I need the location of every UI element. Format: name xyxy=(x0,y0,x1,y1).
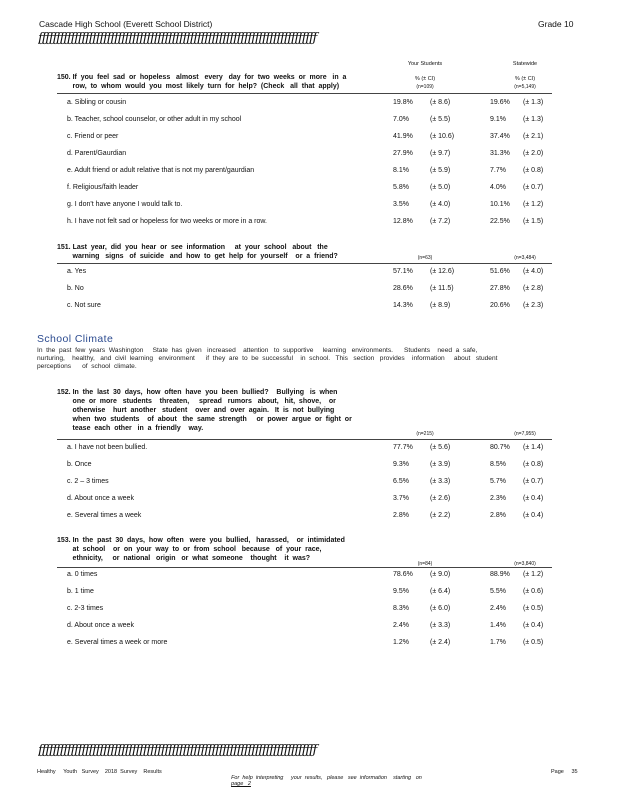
school-percent: 19.8% xyxy=(393,99,413,106)
school-ci: (± 8.6) xyxy=(430,99,451,106)
state-percent: 4.0% xyxy=(490,184,506,191)
answer-row xyxy=(0,111,618,128)
school-ci: (± 7.2) xyxy=(430,218,451,225)
school-ci: (± 5.6) xyxy=(430,444,451,451)
question-151-text: 151. Last year, did you hear or see information at your school about the warning signs of suicide and how to get help for yourself or a friend? xyxy=(57,244,338,260)
answer-row xyxy=(0,297,618,314)
school-percent: 9.5% xyxy=(393,588,409,595)
school-percent: 3.7% xyxy=(393,495,409,502)
answer-label: a. I have not been bullied. xyxy=(67,444,148,451)
state-percent: 27.8% xyxy=(490,285,510,292)
pct-ci-label: % (± CI) xyxy=(414,76,436,82)
footer-page-number: Page 35 xyxy=(551,769,578,775)
section-intro: In the past few years Washington State has given increased attention to supportive learning environments. Students need a safe, nurturing, healthy, and civil learning environment if they are to be successful in school. This section provides information about student perceptions of school climate. xyxy=(37,347,498,370)
school-ci: (± 3.3) xyxy=(430,622,451,629)
answer-label: a. Yes xyxy=(67,268,87,275)
answer-row xyxy=(0,634,618,651)
state-ci: (± 2.3) xyxy=(523,302,544,309)
state-percent: 19.6% xyxy=(490,99,510,106)
school-ci: (± 8.9) xyxy=(430,302,451,309)
state-ci: (± 0.5) xyxy=(523,605,544,612)
state-ci: (± 1.3) xyxy=(523,99,544,106)
answer-label: c. Friend or peer xyxy=(67,133,119,140)
school-ci: (± 9.0) xyxy=(430,571,451,578)
answer-label: e. Adult friend or adult relative that is not my parent/gaurdian xyxy=(67,167,255,174)
column-header-your-students: Your Students xyxy=(407,61,443,67)
school-ci: (± 5.0) xyxy=(430,184,451,191)
answer-row xyxy=(0,128,618,145)
school-ci: (± 2.2) xyxy=(430,512,451,519)
state-percent: 1.7% xyxy=(490,639,506,646)
state-percent: 8.5% xyxy=(490,461,506,468)
school-percent: 3.5% xyxy=(393,201,409,208)
school-ci: (± 3.9) xyxy=(430,461,451,468)
state-ci: (± 2.1) xyxy=(523,133,544,140)
state-percent: 5.7% xyxy=(490,478,506,485)
answer-label: b. Once xyxy=(67,461,92,468)
school-percent: 77.7% xyxy=(393,444,413,451)
state-ci: (± 1.3) xyxy=(523,116,544,123)
state-percent: 1.4% xyxy=(490,622,506,629)
answer-row xyxy=(0,473,618,490)
answer-row xyxy=(0,263,618,280)
answer-row xyxy=(0,439,618,456)
school-ci: (± 2.6) xyxy=(430,495,451,502)
state-ci: (± 1.4) xyxy=(523,444,544,451)
state-ci: (± 0.7) xyxy=(523,478,544,485)
answer-label: e. Several times a week xyxy=(67,512,142,519)
school-percent: 2.4% xyxy=(393,622,409,629)
school-percent: 2.8% xyxy=(393,512,409,519)
school-ci: (± 3.3) xyxy=(430,478,451,485)
state-ci: (± 0.4) xyxy=(523,512,544,519)
school-percent: 28.6% xyxy=(393,285,413,292)
school-ci: (± 6.0) xyxy=(430,605,451,612)
state-percent: 7.7% xyxy=(490,167,506,174)
school-percent: 57.1% xyxy=(393,268,413,275)
school-percent: 5.8% xyxy=(393,184,409,191)
answer-label: d. About once a week xyxy=(67,495,134,502)
answer-row xyxy=(0,280,618,297)
school-percent: 9.3% xyxy=(393,461,409,468)
state-percent: 31.3% xyxy=(490,150,510,157)
state-ci: (± 1.2) xyxy=(523,201,544,208)
state-percent: 9.1% xyxy=(490,116,506,123)
sample-size-school: (n=63) xyxy=(417,255,433,261)
school-percent: 1.2% xyxy=(393,639,409,646)
answer-label: e. Several times a week or more xyxy=(67,639,168,646)
answer-row xyxy=(0,507,618,524)
sample-size-state: (n=5,149) xyxy=(514,84,536,90)
answer-label: a. Sibling or cousin xyxy=(67,99,127,106)
answer-row xyxy=(0,490,618,507)
answer-row xyxy=(0,566,618,583)
state-percent: 5.5% xyxy=(490,588,506,595)
state-percent: 2.4% xyxy=(490,605,506,612)
answer-row xyxy=(0,94,618,111)
answer-row xyxy=(0,617,618,634)
state-ci: (± 0.5) xyxy=(523,639,544,646)
question-150-text: 150. If you feel sad or hopeless almost every day for two weeks or more in a row, to whom would you most likely turn for help? (Check all that apply) xyxy=(57,74,347,90)
school-percent: 41.9% xyxy=(393,133,413,140)
school-percent: 7.0% xyxy=(393,116,409,123)
answer-label: h. I have not felt sad or hopeless for two weeks or more in a row. xyxy=(67,218,267,225)
state-ci: (± 0.7) xyxy=(523,184,544,191)
state-ci: (± 0.8) xyxy=(523,461,544,468)
school-percent: 14.3% xyxy=(393,302,413,309)
school-percent: 6.5% xyxy=(393,478,409,485)
state-ci: (± 0.6) xyxy=(523,588,544,595)
sample-size-state: (n=3,840) xyxy=(514,561,536,567)
state-percent: 10.1% xyxy=(490,201,510,208)
school-percent: 12.8% xyxy=(393,218,413,225)
pct-ci-label: % (± CI) xyxy=(514,76,536,82)
school-percent: 27.9% xyxy=(393,150,413,157)
answer-row xyxy=(0,196,618,213)
question-152-text: 152. In the last 30 days, how often have you been bullied? Bullying is when one or more students threaten, spread rumors about, hit, shove, or otherwise hurt another student over and over again. It is not bullying when two students of about the same strength or power argue or fight or tease each other in a friendly way. xyxy=(57,389,352,432)
state-ci: (± 0.4) xyxy=(523,622,544,629)
sample-size-state: (n=3,484) xyxy=(514,255,536,261)
state-ci: (± 1.5) xyxy=(523,218,544,225)
answer-label: d. About once a week xyxy=(67,622,134,629)
answer-label: g. I don't have anyone I would talk to. xyxy=(67,201,183,208)
school-percent: 78.6% xyxy=(393,571,413,578)
answer-label: b. 1 time xyxy=(67,588,94,595)
state-percent: 37.4% xyxy=(490,133,510,140)
school-ci: (± 6.4) xyxy=(430,588,451,595)
footer-page-link[interactable]: page 2 xyxy=(231,781,251,787)
decorative-rule-top: ƒƒƒƒƒƒƒƒƒƒƒƒƒƒƒƒƒƒƒƒƒƒƒƒƒƒƒƒƒƒƒƒƒƒƒƒƒƒƒƒƒƒƒƒƒƒƒƒƒƒƒƒƒƒƒƒƒƒƒƒƒƒƒƒƒƒƒƒƒƒƒƒƒƒƒƒƒ xyxy=(38,31,317,46)
state-percent: 20.6% xyxy=(490,302,510,309)
answer-row xyxy=(0,600,618,617)
school-ci: (± 11.5) xyxy=(430,285,454,292)
state-ci: (± 2.8) xyxy=(523,285,544,292)
answer-label: b. No xyxy=(67,285,84,292)
sample-size-school: (n=84) xyxy=(417,561,433,567)
state-percent: 2.3% xyxy=(490,495,506,502)
sample-size-state: (n=7,955) xyxy=(514,431,536,437)
state-percent: 51.6% xyxy=(490,268,510,275)
school-ci: (± 5.5) xyxy=(430,116,451,123)
answer-label: a. 0 times xyxy=(67,571,98,578)
state-percent: 22.5% xyxy=(490,218,510,225)
state-ci: (± 2.0) xyxy=(523,150,544,157)
school-ci: (± 12.6) xyxy=(430,268,455,275)
question-153-text: 153. In the past 30 days, how often were you bullied, harassed, or intimidated at school or on your way to or from school because of your race, ethnicity, or national origin or what someone thought it was? xyxy=(57,537,345,562)
footer-survey-name: Healthy Youth Survey 2018 Survey Results xyxy=(37,769,162,775)
state-ci: (± 1.2) xyxy=(523,571,544,578)
answer-row xyxy=(0,213,618,230)
state-ci: (± 0.8) xyxy=(523,167,544,174)
answer-label: c. 2 – 3 times xyxy=(67,478,109,485)
school-percent: 8.3% xyxy=(393,605,409,612)
school-percent: 8.1% xyxy=(393,167,409,174)
school-ci: (± 10.6) xyxy=(430,133,455,140)
answer-label: b. Teacher, school counselor, or other adult in my school xyxy=(67,116,242,123)
answer-row xyxy=(0,583,618,600)
answer-row xyxy=(0,179,618,196)
school-ci: (± 2.4) xyxy=(430,639,451,646)
answer-label: c. 2-3 times xyxy=(67,605,104,612)
column-header-statewide: Statewide xyxy=(512,61,538,67)
school-title: Cascade High School (Everett School District) xyxy=(39,19,213,29)
decorative-rule-bottom: ƒƒƒƒƒƒƒƒƒƒƒƒƒƒƒƒƒƒƒƒƒƒƒƒƒƒƒƒƒƒƒƒƒƒƒƒƒƒƒƒƒƒƒƒƒƒƒƒƒƒƒƒƒƒƒƒƒƒƒƒƒƒƒƒƒƒƒƒƒƒƒƒƒƒƒƒƒ xyxy=(38,743,317,758)
school-ci: (± 5.9) xyxy=(430,167,451,174)
footer-help-text xyxy=(228,769,422,787)
school-ci: (± 9.7) xyxy=(430,150,451,157)
answer-row xyxy=(0,456,618,473)
answer-row xyxy=(0,145,618,162)
answer-label: f. Religious/faith leader xyxy=(67,184,139,191)
state-ci: (± 4.0) xyxy=(523,268,544,275)
footer-help-label: For help interpreting your results, please see information starting on xyxy=(231,775,422,781)
school-ci: (± 4.0) xyxy=(430,201,451,208)
state-ci: (± 0.4) xyxy=(523,495,544,502)
grade-label: Grade 10 xyxy=(538,19,574,29)
sample-size-school: (n=109) xyxy=(416,84,434,90)
state-percent: 2.8% xyxy=(490,512,506,519)
state-percent: 88.9% xyxy=(490,571,510,578)
sample-size-school: (n=215) xyxy=(416,431,434,437)
section-title: School Climate xyxy=(37,333,114,345)
answer-row xyxy=(0,162,618,179)
answer-label: d. Parent/Gaurdian xyxy=(67,150,127,157)
state-percent: 80.7% xyxy=(490,444,510,451)
answer-label: c. Not sure xyxy=(67,302,101,309)
